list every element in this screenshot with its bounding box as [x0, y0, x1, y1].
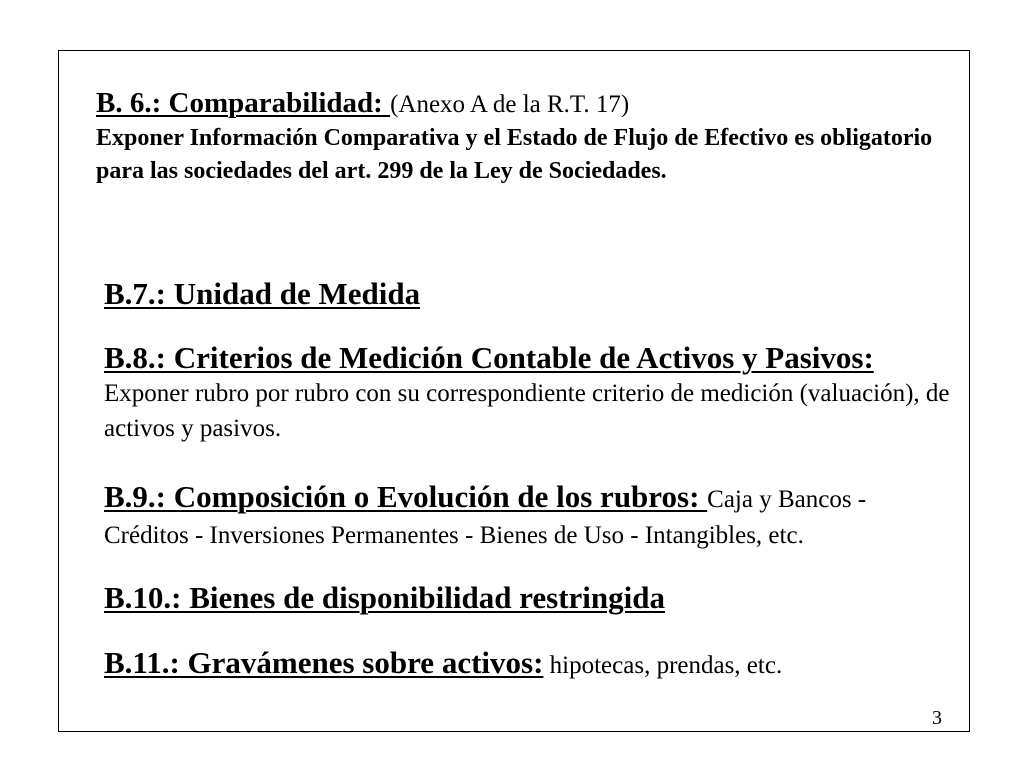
- section-b9-desc: Créditos - Inversiones Permanentes - Bienes de Uso - Intangibles, etc.: [104, 522, 804, 549]
- section-b6-heading: [96, 86, 956, 122]
- section-b8-desc: Exponer rubro por rubro con su correspondiente criterio de medición (valuación), de activos y pasivos.: [104, 380, 950, 442]
- section-b11: [104, 645, 782, 684]
- section-b11-inline: hipotecas, prendas, etc.: [543, 652, 783, 679]
- section-b10: [104, 580, 665, 616]
- section-b8: [104, 340, 964, 446]
- section-b9-inline: Caja y Bancos -: [707, 486, 867, 513]
- section-b7: [104, 276, 420, 312]
- section-b9: [104, 479, 964, 553]
- section-b6-body: Exponer Información Comparativa y el Estado de Flujo de Efectivo es obligatorio para las sociedades del art. 299 de la Ley de Sociedades.: [96, 125, 933, 184]
- section-b9-title: B.9.: Composición o Evolución de los rubros:: [104, 479, 708, 514]
- section-b11-title: B.11.: Gravámenes sobre activos:: [104, 645, 544, 680]
- section-b7-title: B.7.: Unidad de Medida: [104, 276, 421, 311]
- section-b10-title: B.10.: Bienes de disponibilidad restringida: [104, 580, 665, 615]
- section-b6: [96, 86, 956, 188]
- section-b6-note: (Anexo A de la R.T. 17): [390, 91, 630, 118]
- section-b8-title: B.8.: Criterios de Medición Contable de Activos y Pasivos:: [104, 340, 874, 375]
- page-number: 3: [932, 707, 942, 729]
- section-b6-title: B. 6.: Comparabilidad:: [96, 87, 391, 119]
